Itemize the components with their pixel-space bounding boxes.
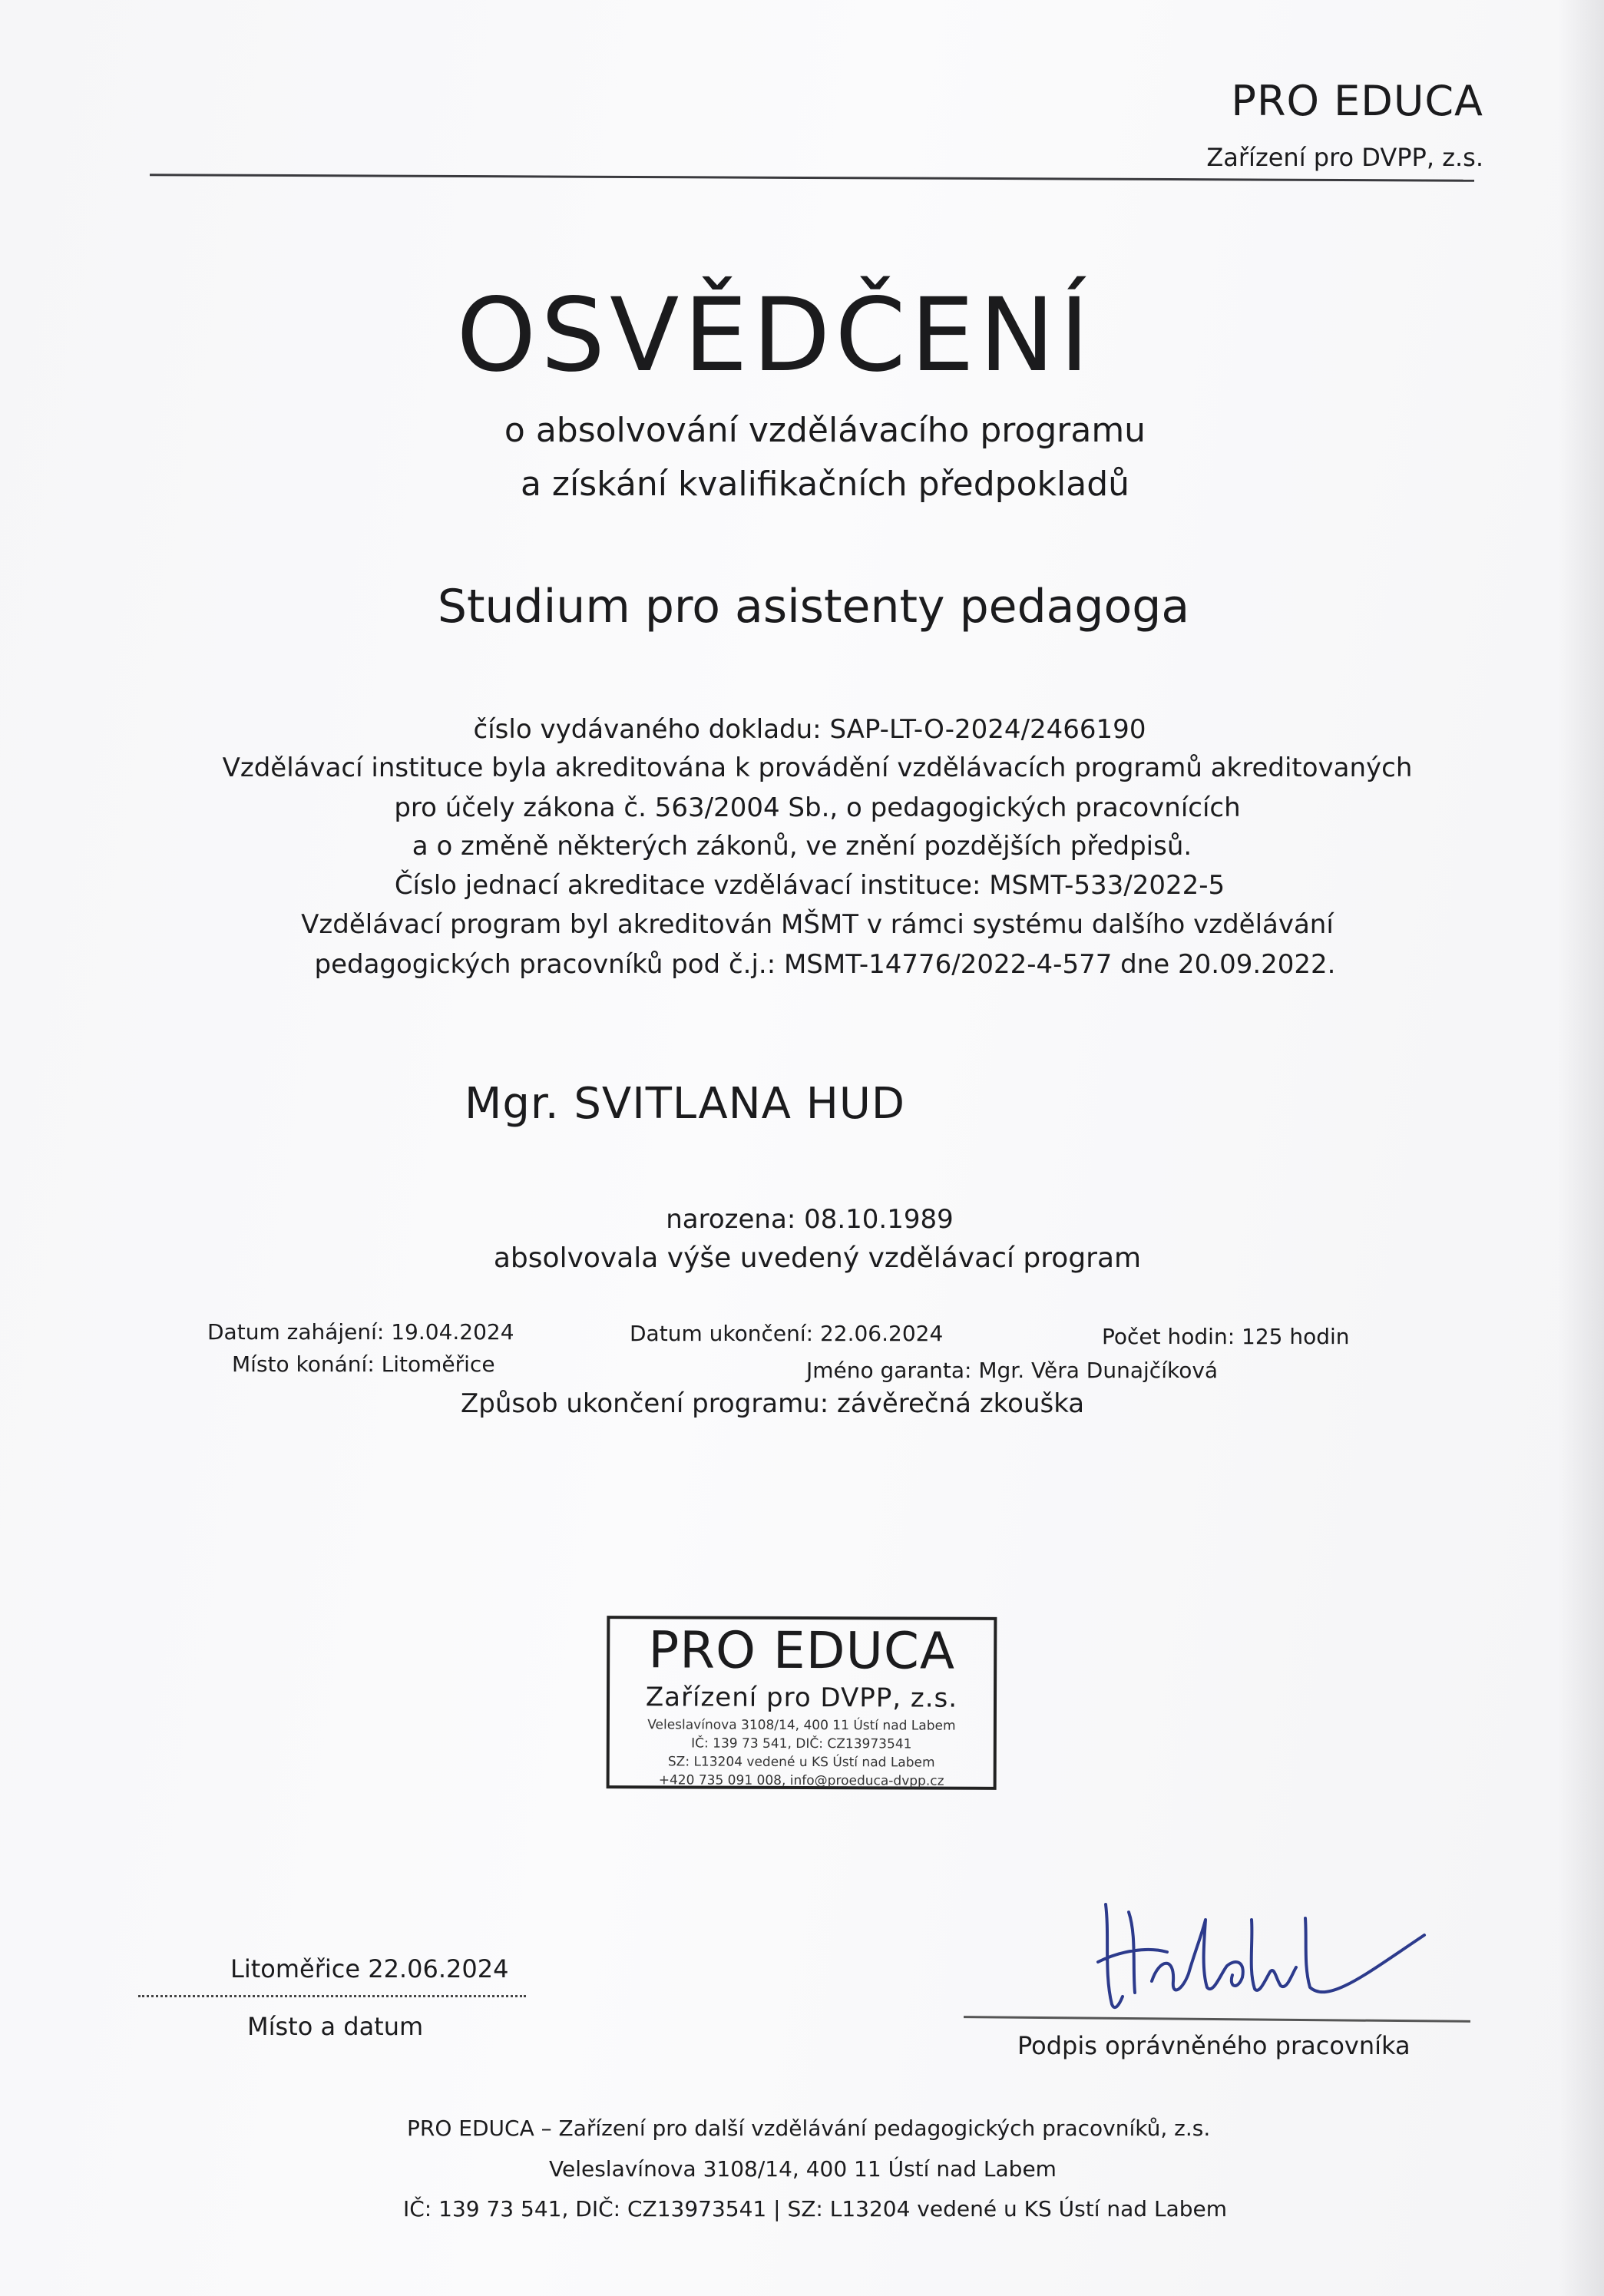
stamp-contact: +420 735 091 008, info@proeduca-dvpp.cz bbox=[658, 1772, 944, 1789]
certificate-subtitle-line1: o absolvování vzdělávacího programu bbox=[504, 411, 1146, 450]
guarantor-name: Jméno garanta: Mgr. Věra Dunajčíková bbox=[806, 1358, 1219, 1383]
header-subtitle: Zařízení pro DVPP, z.s. bbox=[1206, 143, 1483, 172]
stamp-address: Veleslavínova 3108/14, 400 11 Ústí nad Labem bbox=[647, 1717, 956, 1734]
organization-stamp bbox=[607, 1616, 997, 1790]
accreditation-line: a o změně některých zákonů, ve znění pozdějších předpisů. bbox=[412, 831, 1192, 862]
stamp-registry: SZ: L13204 vedené u KS Ústí nad Labem bbox=[667, 1754, 935, 1771]
place-date-label: Místo a datum bbox=[247, 2012, 424, 2041]
stamp-brand: PRO EDUCA bbox=[648, 1620, 956, 1681]
holder-name: Mgr. SVITLANA HUD bbox=[465, 1079, 905, 1129]
certificate-title: OSVĚDČENÍ bbox=[456, 276, 1094, 395]
accreditation-line: Vzdělávací instituce byla akreditována k provádění vzdělávacích programů akreditovaných bbox=[222, 753, 1413, 783]
holder-birthdate: narozena: 08.10.1989 bbox=[666, 1204, 954, 1235]
stamp-tax-ids: IČ: 139 73 541, DIČ: CZ13973541 bbox=[691, 1735, 912, 1752]
hours-count: Počet hodin: 125 hodin bbox=[1102, 1324, 1350, 1349]
accreditation-line: Vzdělávací program byl akreditován MŠMT v rámci systému dalšího vzdělávání bbox=[301, 909, 1334, 940]
issue-place-date: Litoměřice 22.06.2024 bbox=[230, 1954, 509, 1983]
program-name: Studium pro asistenty pedagoga bbox=[437, 580, 1190, 634]
venue: Místo konání: Litoměřice bbox=[232, 1351, 495, 1377]
footer-registration: IČ: 139 73 541, DIČ: CZ13973541 | SZ: L13204 vedené u KS Ústí nad Labem bbox=[403, 2196, 1228, 2222]
signature-label: Podpis oprávněného pracovníka bbox=[1017, 2031, 1411, 2060]
accreditation-line: pro účely zákona č. 563/2004 Sb., o pedagogických pracovnících bbox=[394, 792, 1241, 823]
header-brand: PRO EDUCA bbox=[1231, 77, 1483, 125]
completion-statement: absolvovala výše uvedený vzdělávací program bbox=[493, 1242, 1142, 1274]
start-date: Datum zahájení: 19.04.2024 bbox=[207, 1319, 514, 1345]
document-number: číslo vydávaného dokladu: SAP-LT-O-2024/2466190 bbox=[473, 714, 1146, 745]
stamp-subtitle: Zařízení pro DVPP, z.s. bbox=[645, 1682, 958, 1714]
accreditation-number: Číslo jednací akreditace vzdělávací instituce: MSMT-533/2022-5 bbox=[394, 870, 1225, 901]
end-date: Datum ukončení: 22.06.2024 bbox=[630, 1321, 944, 1346]
certificate-subtitle-line2: a získání kvalifikačních předpokladů bbox=[520, 465, 1130, 504]
footer-address: Veleslavínova 3108/14, 400 11 Ústí nad Labem bbox=[549, 2156, 1057, 2182]
completion-method: Způsob ukončení programu: závěrečná zkouška bbox=[461, 1388, 1085, 1419]
footer-organization: PRO EDUCA – Zařízení pro další vzdělávání pedagogických pracovníků, z.s. bbox=[407, 2116, 1211, 2141]
accreditation-reference: pedagogických pracovníků pod č.j.: MSMT-14776/2022-4-577 dne 20.09.2022. bbox=[314, 949, 1336, 980]
place-date-line bbox=[138, 1995, 526, 1997]
